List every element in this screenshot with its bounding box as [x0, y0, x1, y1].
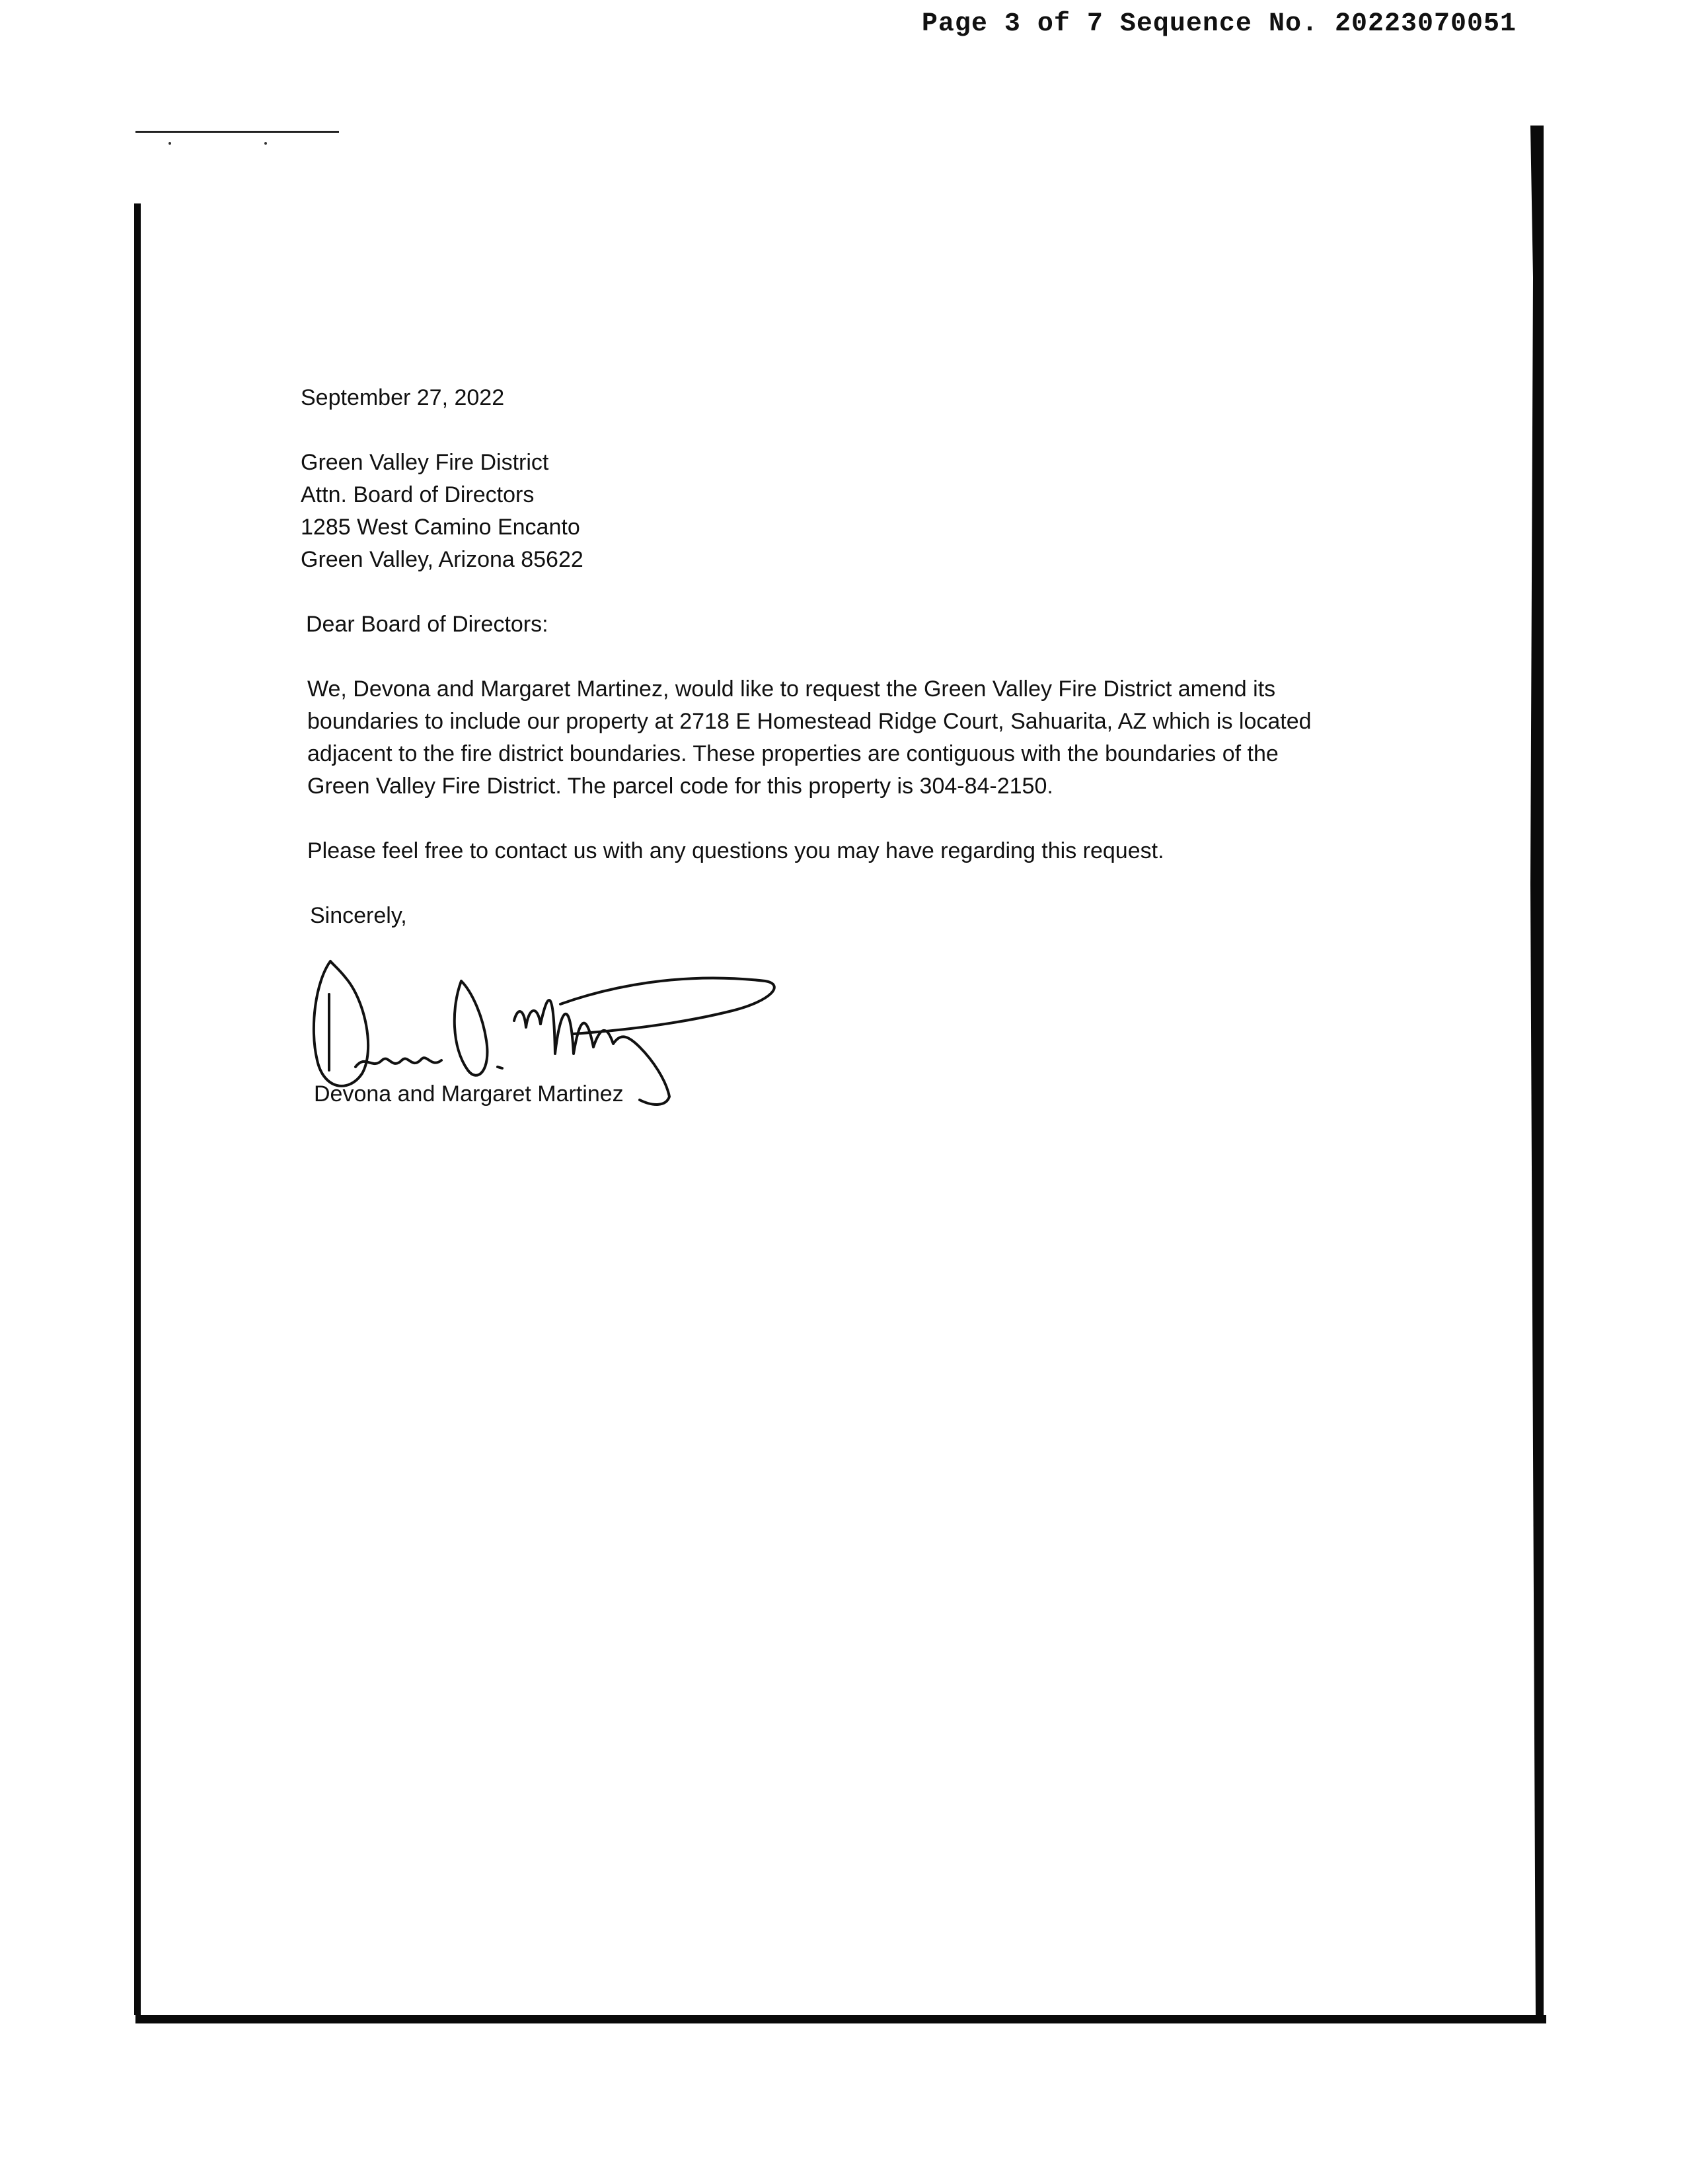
signer-name: Devona and Margaret Martinez	[314, 1081, 624, 1107]
recipient-address	[301, 447, 1331, 576]
recipient-line: 1285 West Camino Encanto	[301, 515, 580, 540]
contact-paragraph: Please feel free to contact us with any questions you may have regarding this request.	[307, 838, 1164, 863]
request-paragraph: We, Devona and Margaret Martinez, would like to request the Green Valley Fire District amend its boundaries to include our property at 2718 E Homestead Ridge Court, Sahuarita, AZ which is located adjacent to the fire district boundaries. These properties are contiguous with the boundaries of the Green Valley Fire District. The parcel code for this property is 304-84-2150.	[307, 676, 1312, 799]
scan-speck	[169, 142, 171, 145]
salutation: Dear Board of Directors:	[306, 612, 548, 637]
closing: Sincerely,	[310, 903, 407, 928]
recipient-line: Green Valley Fire District	[301, 450, 549, 475]
scan-border-right	[1530, 126, 1544, 2021]
letter-body	[301, 382, 1331, 932]
scan-speck	[264, 142, 267, 145]
recording-stamp: Page 3 of 7 Sequence No. 20223070051	[921, 9, 1517, 39]
letter-date: September 27, 2022	[301, 385, 505, 410]
scan-border-left	[134, 203, 141, 2015]
scan-border-bottom	[135, 2015, 1546, 2023]
recipient-line: Green Valley, Arizona 85622	[301, 547, 583, 572]
recipient-line: Attn. Board of Directors	[301, 482, 535, 507]
scan-edge-mark	[135, 131, 339, 133]
